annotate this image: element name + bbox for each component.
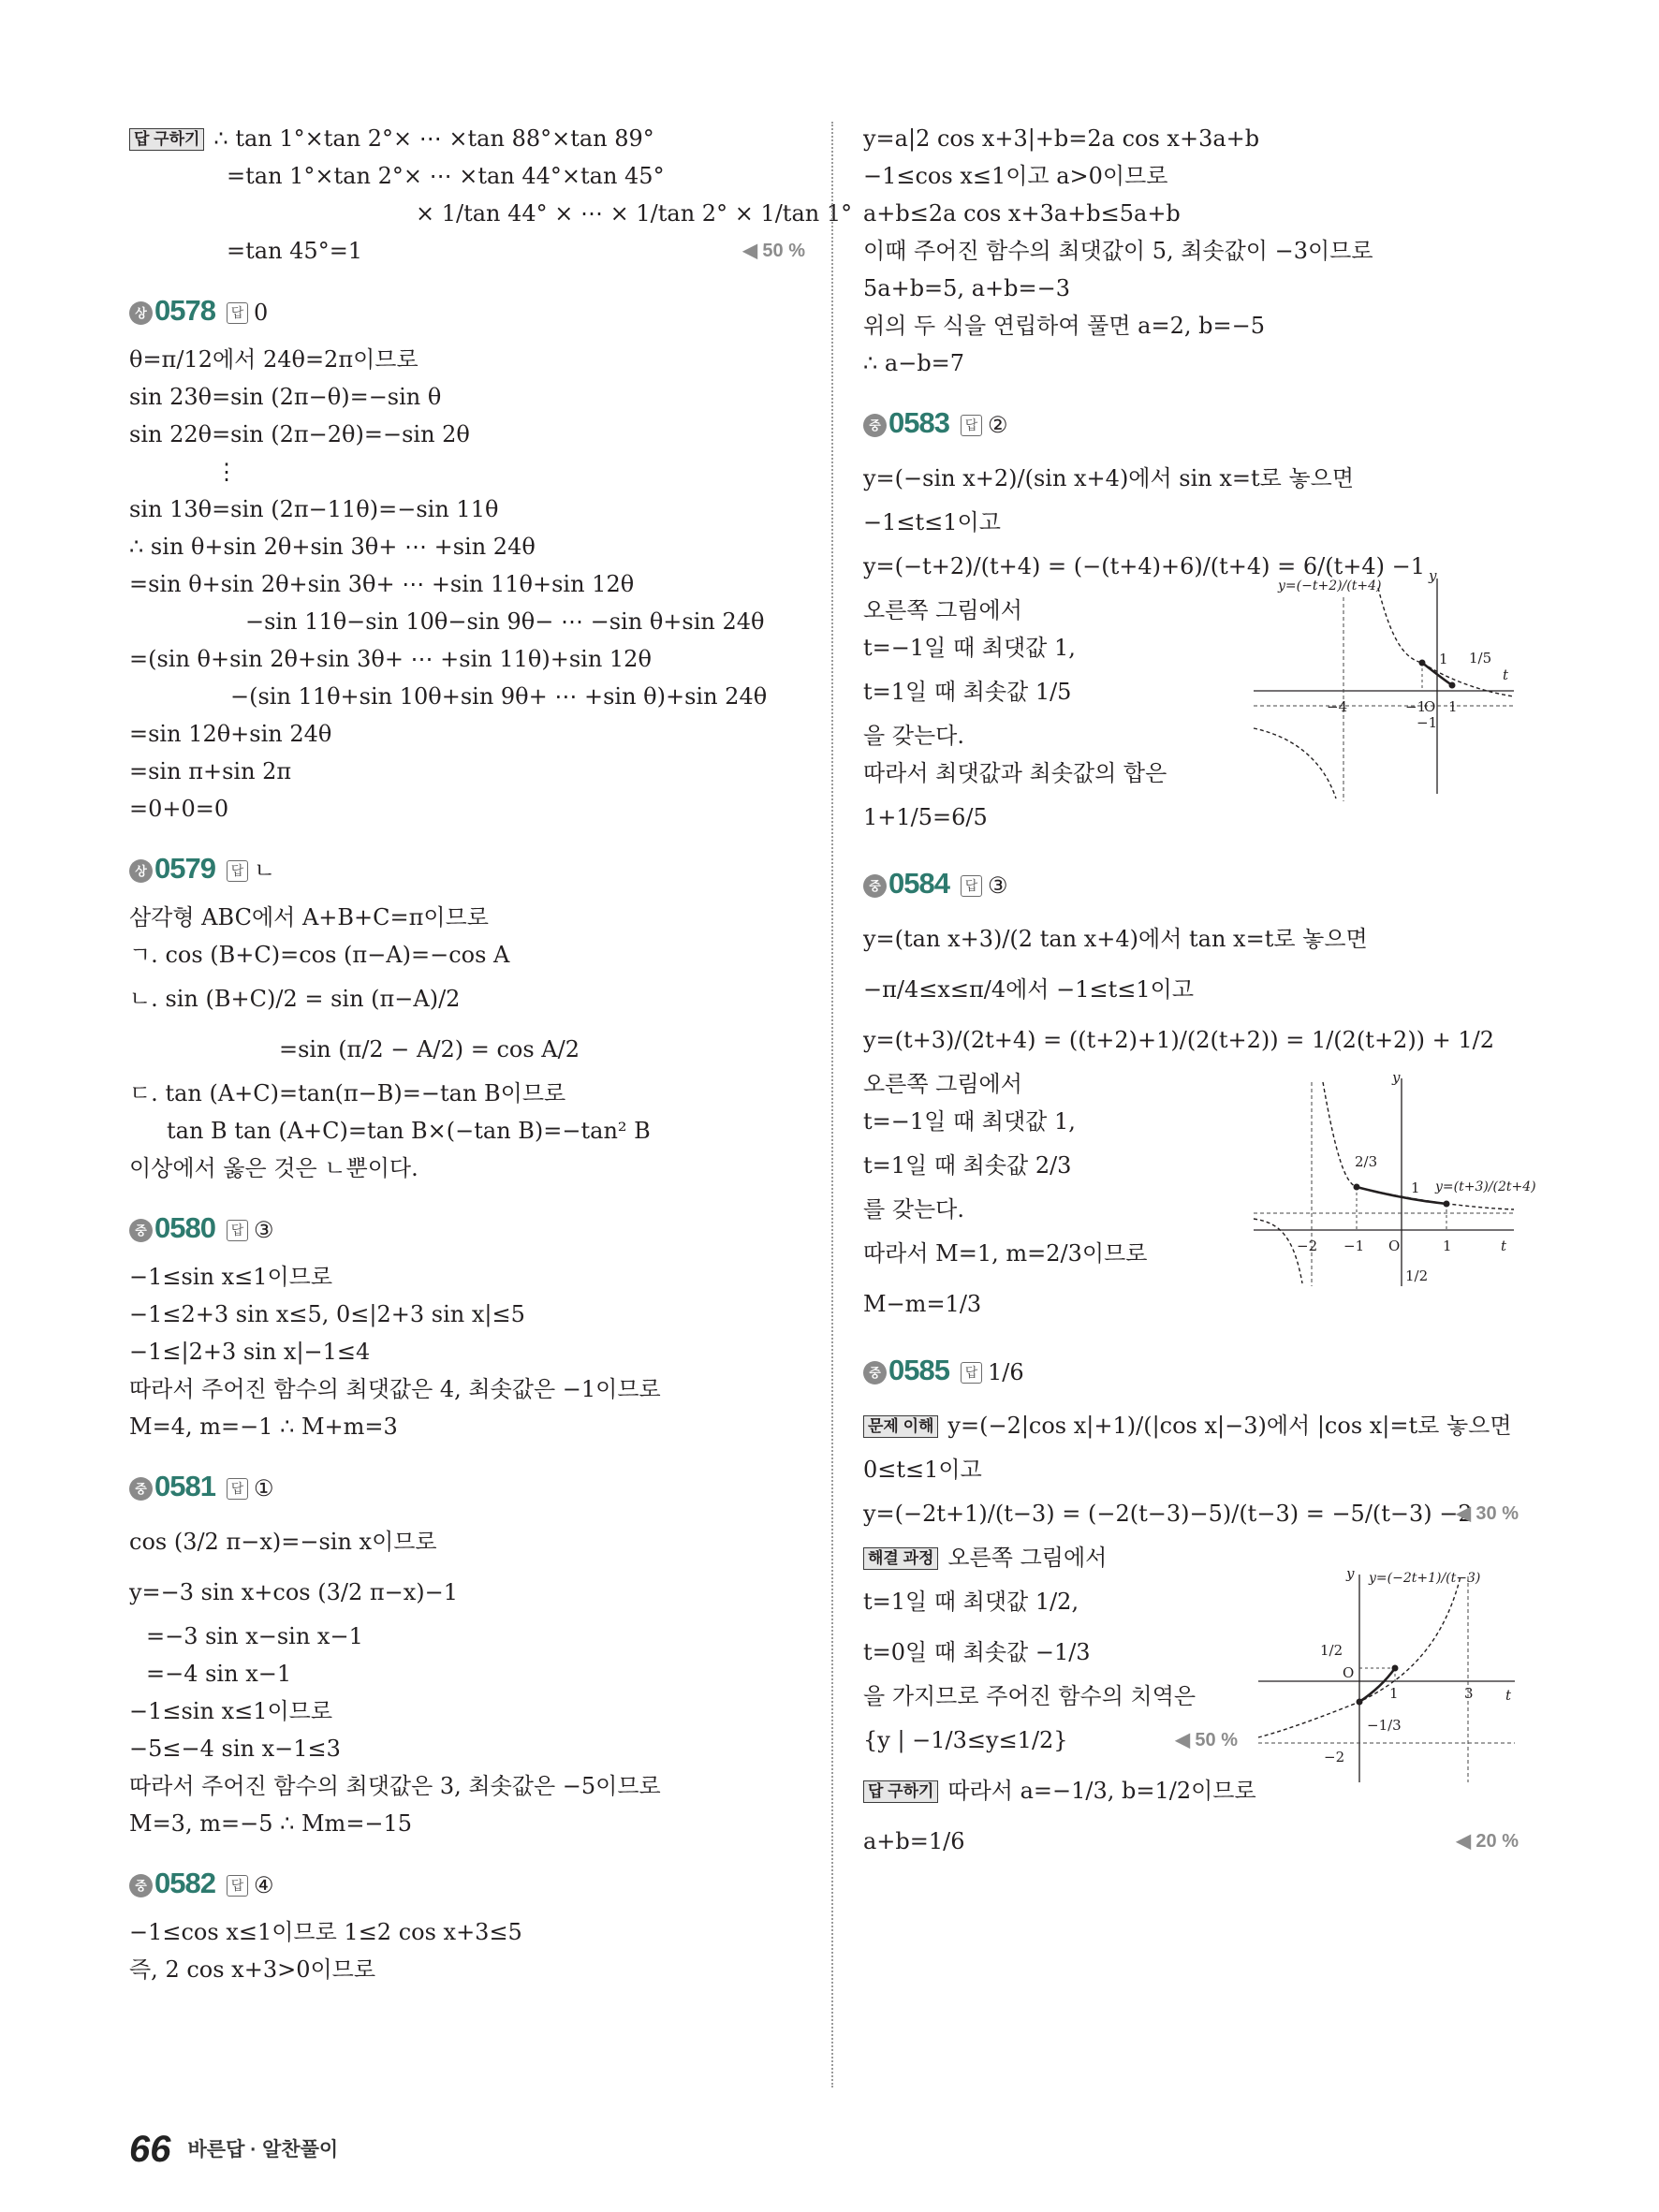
answer-icon: 답 — [227, 1875, 248, 1897]
math-line: −1≤cos x≤1이고 a>0이므로 — [863, 163, 1168, 189]
math-line: ⋮ — [215, 459, 238, 485]
math-line: −1≤2+3 sin x≤5, 0≤|2+3 sin x|≤5 — [129, 1301, 525, 1327]
math-line: 따라서 최댓값과 최솟값의 합은 — [863, 760, 1167, 786]
math-line: 오른쪽 그림에서 — [863, 597, 1022, 623]
right-column — [863, 120, 1536, 1867]
difficulty-badge: 상 — [129, 859, 153, 883]
difficulty-badge: 상 — [129, 301, 153, 325]
graph-label: −1 — [1417, 714, 1438, 731]
problem-number: 0581 — [154, 1470, 215, 1502]
math-line: a+b≤2a cos x+3a+b≤5a+b — [863, 200, 1181, 227]
math-line: 위의 두 식을 연립하여 풀면 a=2, b=−5 — [863, 313, 1265, 339]
difficulty-badge: 중 — [863, 874, 887, 898]
math-line: =sin 12θ+sin 24θ — [129, 721, 332, 747]
book-title: 바른답 · 알찬풀이 — [187, 2139, 339, 2161]
math-line: t=−1일 때 최댓값 1, — [863, 635, 1076, 661]
math-line: 0≤t≤1이고 — [863, 1457, 982, 1483]
difficulty-badge: 중 — [129, 1874, 153, 1897]
math-line: −1≤cos x≤1이므로 1≤2 cos x+3≤5 — [129, 1919, 522, 1945]
answer-icon: 답 — [961, 1362, 982, 1384]
math-text: a+b=1/6 — [863, 1828, 965, 1854]
answer-icon: 답 — [961, 415, 982, 436]
math-line: ∴ a−b=7 — [863, 350, 965, 376]
math-line: −1≤sin x≤1이므로 — [129, 1698, 333, 1724]
function-label: y=(t+3)/(2t+4) — [1435, 1179, 1536, 1194]
math-line: y=(tan x+3)/(2 tan x+4)에서 tan x=t로 놓으면 — [863, 926, 1368, 952]
graph-label: O — [1424, 698, 1436, 715]
problem-header-0585 — [863, 1354, 1519, 1395]
graph-label: t — [1501, 1238, 1507, 1254]
math-line: 을 가지므로 주어진 함수의 치역은 — [863, 1683, 1197, 1709]
math-line: 따라서 M=1, m=2/3이므로 — [863, 1240, 1148, 1267]
graph-label: y — [1346, 1565, 1355, 1582]
math-line: 삼각형 ABC에서 A+B+C=π이므로 — [129, 904, 489, 930]
answer-icon: 답 — [227, 1220, 248, 1241]
graph-label: 1 — [1443, 1238, 1452, 1254]
math-line: 즉, 2 cos x+3>0이므로 — [129, 1956, 376, 1983]
problem-number: 0585 — [888, 1354, 949, 1386]
graph-label: O — [1343, 1664, 1355, 1681]
solution-0584 — [863, 914, 1536, 1329]
percent-marker: ◀ 50 % — [1175, 1730, 1238, 1751]
math-line: −5≤−4 sin x−1≤3 — [129, 1736, 341, 1762]
page-number: 66 — [129, 2129, 171, 2170]
answer-value: ② — [987, 412, 1008, 438]
problem-number: 0582 — [154, 1867, 215, 1899]
problem-number: 0583 — [888, 406, 949, 439]
difficulty-badge: 중 — [129, 1219, 153, 1242]
left-column — [129, 120, 853, 1988]
math-line: −1≤t≤1이고 — [863, 509, 1001, 535]
math-line: cos (3/2 π−x)=−sin x이므로 — [129, 1529, 437, 1555]
answer-value: ④ — [253, 1872, 274, 1898]
max-point — [1419, 660, 1426, 667]
graph-0583 — [1252, 569, 1519, 803]
answer-value: ㄴ — [253, 857, 276, 884]
percent-marker: ◀ 20 % — [1456, 1831, 1519, 1852]
answer-tag: 답 구하기 — [863, 1780, 938, 1803]
math-text: =tan 45°=1 — [227, 238, 363, 264]
math-line: sin 23θ=sin (2π−θ)=−sin θ — [129, 384, 442, 410]
answer-value: ③ — [253, 1217, 274, 1243]
column-divider — [831, 122, 833, 2087]
math-line: ㄴ. sin (B+C)/2 = sin (π−A)/2 — [129, 986, 461, 1012]
percent-marker: ◀ 50 % — [742, 241, 805, 261]
math-line — [863, 1715, 1238, 1765]
math-line: =−3 sin x−sin x−1 — [146, 1623, 363, 1649]
math-line: −1≤|2+3 sin x|−1≤4 — [129, 1339, 371, 1365]
answer-value: 1/6 — [987, 1359, 1024, 1385]
math-text: y=(−2t+1)/(t−3) = (−2(t−3)−5)/(t−3) = −5/(t−3) −2 — [863, 1501, 1473, 1527]
curve-lower — [1254, 728, 1336, 798]
answer-icon: 답 — [227, 860, 248, 882]
solve-tag: 해결 과정 — [863, 1547, 938, 1570]
function-label: y=(−2t+1)/(t−3) — [1369, 1571, 1481, 1586]
math-line: ∴ sin θ+sin 2θ+sin 3θ+ ⋯ +sin 24θ — [129, 534, 536, 560]
problem-number: 0579 — [154, 852, 215, 885]
graph-label: y — [1392, 1069, 1401, 1086]
math-line: t=1일 때 최솟값 2/3 — [863, 1152, 1072, 1179]
graph-label: t — [1505, 1687, 1512, 1704]
page-footer — [129, 2129, 338, 2171]
difficulty-badge: 중 — [863, 1361, 887, 1384]
math-line: =−4 sin x−1 — [146, 1661, 292, 1687]
math-line: y=a|2 cos x+3|+b=2a cos x+3a+b — [863, 125, 1260, 152]
math-line: t=1일 때 최댓값 1/2, — [863, 1589, 1079, 1615]
graph-label: 1 — [1439, 651, 1448, 667]
graph-label: −1/3 — [1367, 1717, 1402, 1734]
math-line: sin 22θ=sin (2π−2θ)=−sin 2θ — [129, 421, 470, 447]
math-line: ㄱ. cos (B+C)=cos (π−A)=−cos A — [129, 942, 510, 968]
problem-header-0581 — [129, 1470, 805, 1511]
problem-number: 0578 — [154, 294, 215, 327]
graph-0585 — [1256, 1565, 1519, 1784]
math-line: −1≤sin x≤1이므로 — [129, 1264, 333, 1290]
math-line: 를 갖는다. — [863, 1196, 964, 1223]
math-line: θ=π/12에서 24θ=2π이므로 — [129, 346, 418, 373]
math-line: y=−3 sin x+cos (3/2 π−x)−1 — [129, 1579, 459, 1605]
graph-label: 1/2 — [1320, 1642, 1343, 1659]
graph-label: 2/3 — [1355, 1153, 1378, 1170]
math-line — [863, 1400, 1519, 1451]
min-point — [1444, 1201, 1450, 1208]
answer-icon: 답 — [227, 1478, 248, 1500]
math-line: M=3, m=−5 ∴ Mm=−15 — [129, 1810, 413, 1837]
math-line — [227, 232, 805, 270]
problem-header-0584 — [863, 867, 1519, 908]
math-text: y=(−2|cos x|+1)/(|cos x|−3)에서 |cos x|=t로 놓으면 — [947, 1413, 1512, 1439]
max-point — [1392, 1665, 1399, 1672]
math-line: y=(−sin x+2)/(sin x+4)에서 sin x=t로 놓으면 — [863, 465, 1355, 491]
math-line — [863, 1816, 1519, 1867]
math-line: ㄷ. tan (A+C)=tan(π−B)=−tan B이므로 — [129, 1080, 566, 1106]
math-line: 오른쪽 그림에서 — [863, 1071, 1022, 1097]
math-line — [863, 1488, 1519, 1539]
curve-lower — [1254, 1219, 1302, 1283]
math-text: 따라서 a=−1/3, b=1/2이므로 — [947, 1778, 1256, 1804]
max-point — [1354, 1184, 1360, 1191]
math-line: =sin (π/2 − A/2) = cos A/2 — [279, 1036, 580, 1062]
math-line: =0+0=0 — [129, 796, 229, 822]
graph-label: 3 — [1464, 1685, 1474, 1702]
math-line: 5a+b=5, a+b=−3 — [863, 275, 1070, 301]
difficulty-badge: 중 — [863, 414, 887, 437]
math-line: =(sin θ+sin 2θ+sin 3θ+ ⋯ +sin 11θ)+sin 12θ — [129, 646, 652, 672]
math-line: =tan 1°×tan 2°× ⋯ ×tan 44°×tan 45° — [227, 163, 665, 189]
problem-header-0578 — [129, 294, 805, 335]
solution-0583 — [863, 453, 1519, 842]
graph-label: 1 — [1389, 1685, 1399, 1702]
graph-label: −2 — [1297, 1238, 1318, 1254]
answer-icon: 답 — [227, 302, 248, 324]
math-line: 따라서 주어진 함수의 최댓값은 4, 최솟값은 −1이므로 — [129, 1376, 661, 1402]
math-line: 따라서 주어진 함수의 최댓값은 3, 최솟값은 −5이므로 — [129, 1773, 661, 1799]
understand-tag: 문제 이해 — [863, 1415, 938, 1438]
math-line: t=1일 때 최솟값 1/5 — [863, 679, 1072, 705]
solution-0585 — [863, 1400, 1519, 1867]
answer-icon: 답 — [961, 875, 982, 897]
graph-label: −2 — [1324, 1749, 1345, 1765]
math-line: −(sin 11θ+sin 10θ+sin 9θ+ ⋯ +sin θ)+sin 24θ — [230, 683, 768, 710]
math-line: 을 갖는다. — [863, 723, 964, 749]
math-text: 오른쪽 그림에서 — [947, 1545, 1108, 1571]
graph-label: y — [1429, 567, 1437, 584]
answer-value: 0 — [253, 300, 269, 326]
math-line: t=−1일 때 최댓값 1, — [863, 1108, 1076, 1135]
graph-label: 1/2 — [1405, 1267, 1429, 1284]
answer-value: ③ — [987, 872, 1008, 899]
math-line: × 1/tan 44° × ⋯ × 1/tan 2° × 1/tan 1° — [416, 200, 853, 227]
math-line: tan B tan (A+C)=tan B×(−tan B)=−tan² B — [167, 1118, 651, 1144]
math-line: t=0일 때 최솟값 −1/3 — [863, 1639, 1091, 1665]
difficulty-badge: 중 — [129, 1477, 153, 1501]
graph-label: 1/5 — [1469, 650, 1492, 667]
graph-label: −1 — [1405, 698, 1427, 715]
problem-number: 0584 — [888, 867, 949, 900]
problem-number: 0580 — [154, 1211, 215, 1244]
answer-value: ① — [253, 1475, 274, 1502]
graph-label: t — [1503, 667, 1509, 683]
answer-tag: 답 구하기 — [129, 128, 204, 151]
problem-header-0580 — [129, 1211, 805, 1252]
graph-label: 1 — [1411, 1179, 1420, 1196]
percent-marker: ◀ 30 % — [1456, 1503, 1519, 1524]
answer-line — [129, 120, 805, 157]
graph-label: −4 — [1327, 698, 1348, 715]
graph-label: O — [1388, 1238, 1401, 1254]
math-line: ∴ tan 1°×tan 2°× ⋯ ×tan 88°×tan 89° — [213, 125, 654, 152]
math-line: =sin θ+sin 2θ+sin 3θ+ ⋯ +sin 11θ+sin 12θ — [129, 571, 635, 597]
problem-header-0582 — [129, 1867, 805, 1908]
math-line: 1+1/5=6/5 — [863, 804, 988, 830]
min-point — [1449, 682, 1456, 689]
math-line: =sin π+sin 2π — [129, 758, 292, 784]
math-line: y=(t+3)/(2t+4) = ((t+2)+1)/(2(t+2)) = 1/(2(t+2)) + 1/2 — [863, 1027, 1495, 1053]
graph-0584 — [1252, 1069, 1536, 1288]
math-text: {y | −1/3≤y≤1/2} — [863, 1727, 1068, 1753]
math-line: −sin 11θ−sin 10θ−sin 9θ− ⋯ −sin θ+sin 24θ — [245, 608, 765, 635]
math-line: y=(−t+2)/(t+4) = (−(t+4)+6)/(t+4) = 6/(t+4) −1 — [863, 553, 1426, 579]
math-line: M=4, m=−1 ∴ M+m=3 — [129, 1414, 398, 1440]
problem-header-0579 — [129, 852, 805, 893]
math-line: M−m=1/3 — [863, 1291, 982, 1317]
problem-header-0583 — [863, 406, 1519, 447]
math-line: sin 13θ=sin (2π−11θ)=−sin 11θ — [129, 496, 499, 522]
math-line: 이상에서 옳은 것은 ㄴ뿐이다. — [129, 1155, 418, 1181]
function-label: y=(−t+2)/(t+4) — [1278, 579, 1382, 593]
graph-label: −1 — [1343, 1238, 1365, 1254]
math-line: 이때 주어진 함수의 최댓값이 5, 최솟값이 −3이므로 — [863, 238, 1373, 264]
min-point — [1357, 1699, 1363, 1706]
graph-label: 1 — [1448, 698, 1458, 715]
math-line: −π/4≤x≤π/4에서 −1≤t≤1이고 — [863, 976, 1194, 1003]
